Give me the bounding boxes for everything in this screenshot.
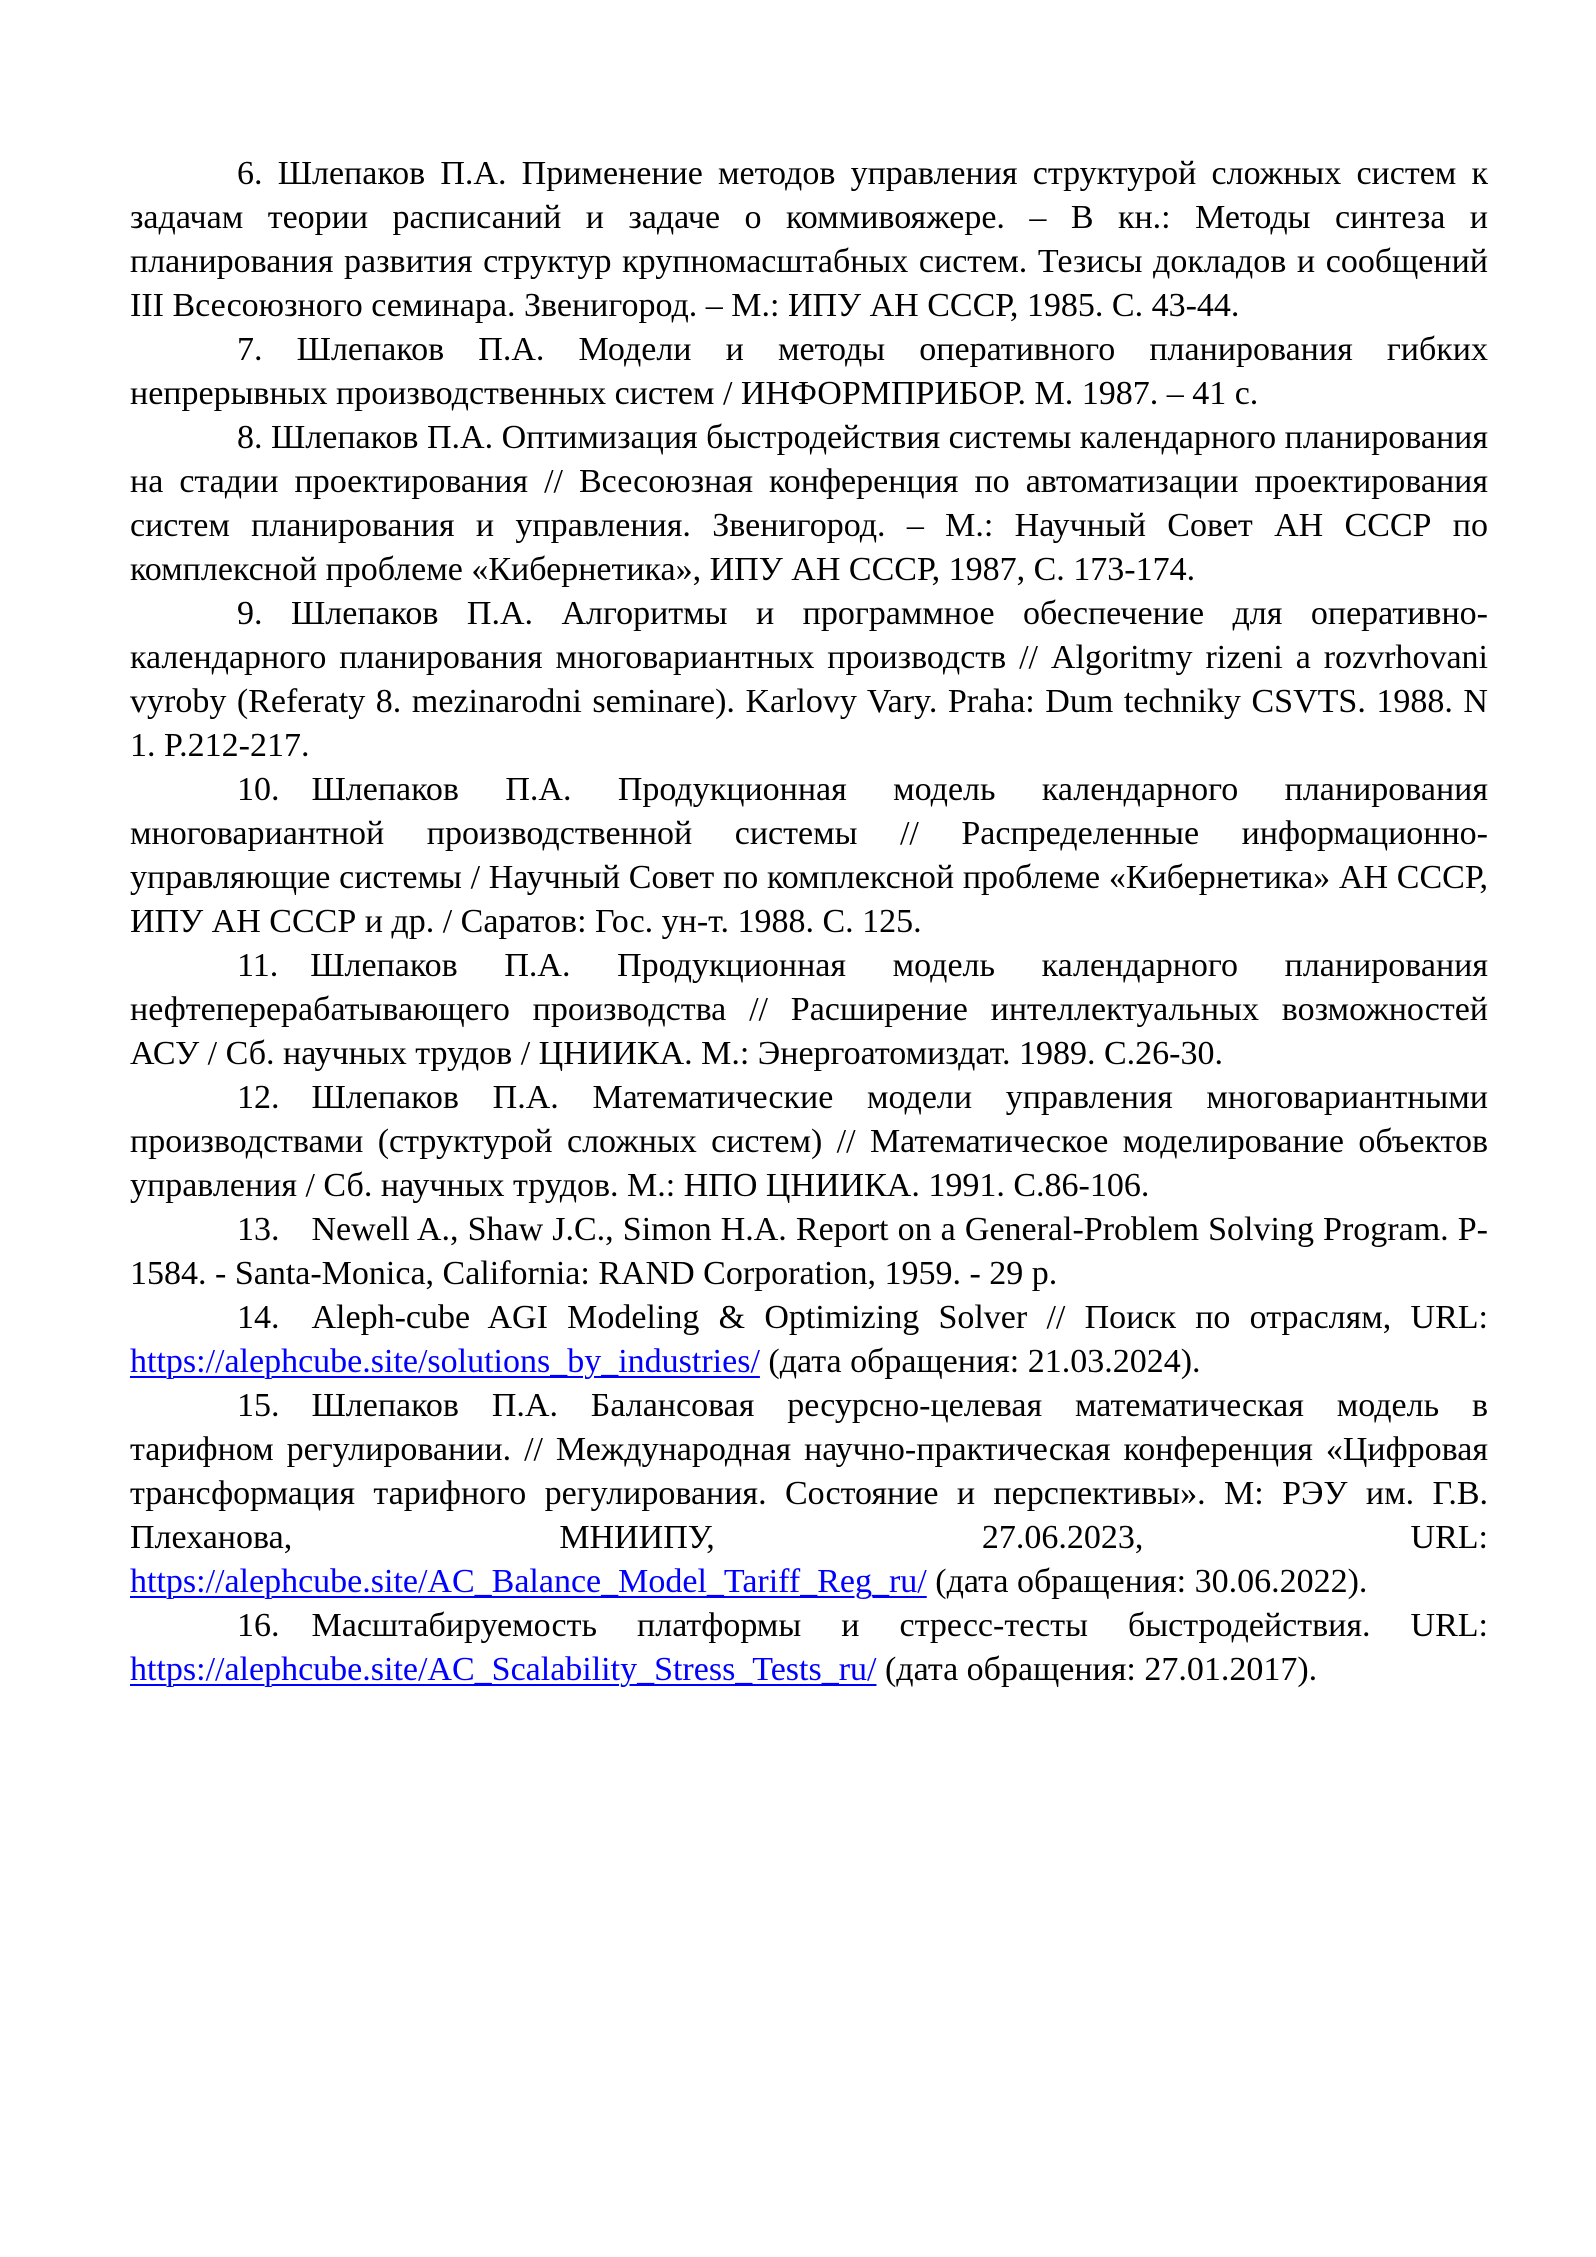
reference-number: 10. — [237, 771, 280, 808]
reference-link[interactable]: https://alephcube.site/solutions_by_industries/ — [130, 1343, 760, 1380]
reference-number: 13. — [237, 1211, 280, 1248]
reference-entry — [130, 768, 1488, 944]
reference-text: Newell A., Shaw J.C., Simon H.A. Report on a General-Problem Solving Program. P-1584. - Santa-Monica, California: RAND Corporation, 1959. - 29 p. — [130, 1211, 1488, 1292]
reference-number: 15. — [237, 1387, 280, 1424]
reference-text: Шлепаков П.А. Продукционная модель календарного планирования нефтеперерабатывающего производства // Расширение интеллектуальных возможностей АСУ / Сб. научных трудов / ЦНИИКА. М.: Энергоатомиздат. 1989. С.26-30. — [130, 947, 1488, 1072]
reference-text: Масштабируемость платформы и стресс-тесты быстродействия. URL: — [311, 1607, 1488, 1644]
references-list — [130, 152, 1488, 1692]
reference-link[interactable]: https://alephcube.site/AC_Balance_Model_Tariff_Reg_ru/ — [130, 1563, 927, 1600]
reference-number: 9. — [237, 595, 263, 632]
reference-number: 7. — [237, 331, 263, 368]
reference-text: Шлепаков П.А. Балансовая ресурсно-целевая математическая модель в тарифном регулировании. // Международная научно-практическая конференция «Цифровая трансформация тарифного регулирования. Состояние и перспективы». М: РЭУ им. Г.В. Плеханова, МНИИПУ, 27.06.2023, URL: — [130, 1387, 1488, 1556]
reference-entry — [130, 944, 1488, 1076]
reference-entry — [130, 1208, 1488, 1296]
reference-entry — [130, 1604, 1488, 1692]
reference-text: Шлепаков П.А. Алгоритмы и программное обеспечение для оперативно-календарного планирования многовариантных производств // Algoritmy rizeni a rozvrhovani vyroby (Referaty 8. mezinarodni seminare). Karlovy Vary. Praha: Dum techniky CSVTS. 1988. N 1. P.212-217. — [130, 595, 1488, 764]
reference-number: 6. — [237, 155, 263, 192]
reference-text: Шлепаков П.А. Математические модели управления многовариантными производствами (структурой сложных систем) // Математическое моделирование объектов управления / Сб. научных трудов. М.: НПО ЦНИИКА. 1991. С.86-106. — [130, 1079, 1488, 1204]
reference-text: Шлепаков П.А. Оптимизация быстродействия системы календарного планирования на стадии проектирования // Всесоюзная конференция по автоматизации проектирования систем планирования и управления. Звенигород. – М.: Научный Совет АН СССР по комплексной проблеме «Кибернетика», ИПУ АН СССР, 1987, С. 173-174. — [130, 419, 1488, 588]
reference-entry — [130, 1384, 1488, 1604]
reference-entry — [130, 1076, 1488, 1208]
reference-number: 11. — [237, 947, 279, 984]
reference-entry — [130, 416, 1488, 592]
reference-text: Aleph-cube AGI Modeling & Optimizing Solver // Поиск по отраслям, URL: — [311, 1299, 1488, 1336]
reference-text: Шлепаков П.А. Модели и методы оперативного планирования гибких непрерывных производственных систем / ИНФОРМПРИБОР. М. 1987. – 41 с. — [130, 331, 1489, 412]
reference-number: 8. — [237, 419, 263, 456]
reference-number: 16. — [237, 1607, 280, 1644]
reference-entry — [130, 152, 1488, 328]
reference-text: (дата обращения: 30.06.2022). — [926, 1563, 1368, 1600]
reference-entry — [130, 328, 1488, 416]
reference-number: 14. — [237, 1299, 280, 1336]
reference-link[interactable]: https://alephcube.site/AC_Scalability_Stress_Tests_ru/ — [130, 1651, 877, 1688]
reference-text: (дата обращения: 27.01.2017). — [876, 1651, 1318, 1688]
reference-text: Шлепаков П.А. Применение методов управления структурой сложных систем к задачам теории расписаний и задаче о коммивояжере. – В кн.: Методы синтеза и планирования развития структур крупномасштабных систем. Тезисы докладов и сообщений III Всесоюзного семинара. Звенигород. – М.: ИПУ АН СССР, 1985. С. 43-44. — [130, 155, 1489, 324]
reference-entry — [130, 1296, 1488, 1384]
reference-number: 12. — [237, 1079, 280, 1116]
reference-text: (дата обращения: 21.03.2024). — [759, 1343, 1201, 1380]
reference-entry — [130, 592, 1488, 768]
reference-text: Шлепаков П.А. Продукционная модель календарного планирования многовариантной производственной системы // Распределенные информационно-управляющие системы / Научный Совет по комплексной проблеме «Кибернетика» АН СССР, ИПУ АН СССР и др. / Саратов: Гос. ун-т. 1988. С. 125. — [130, 771, 1488, 940]
